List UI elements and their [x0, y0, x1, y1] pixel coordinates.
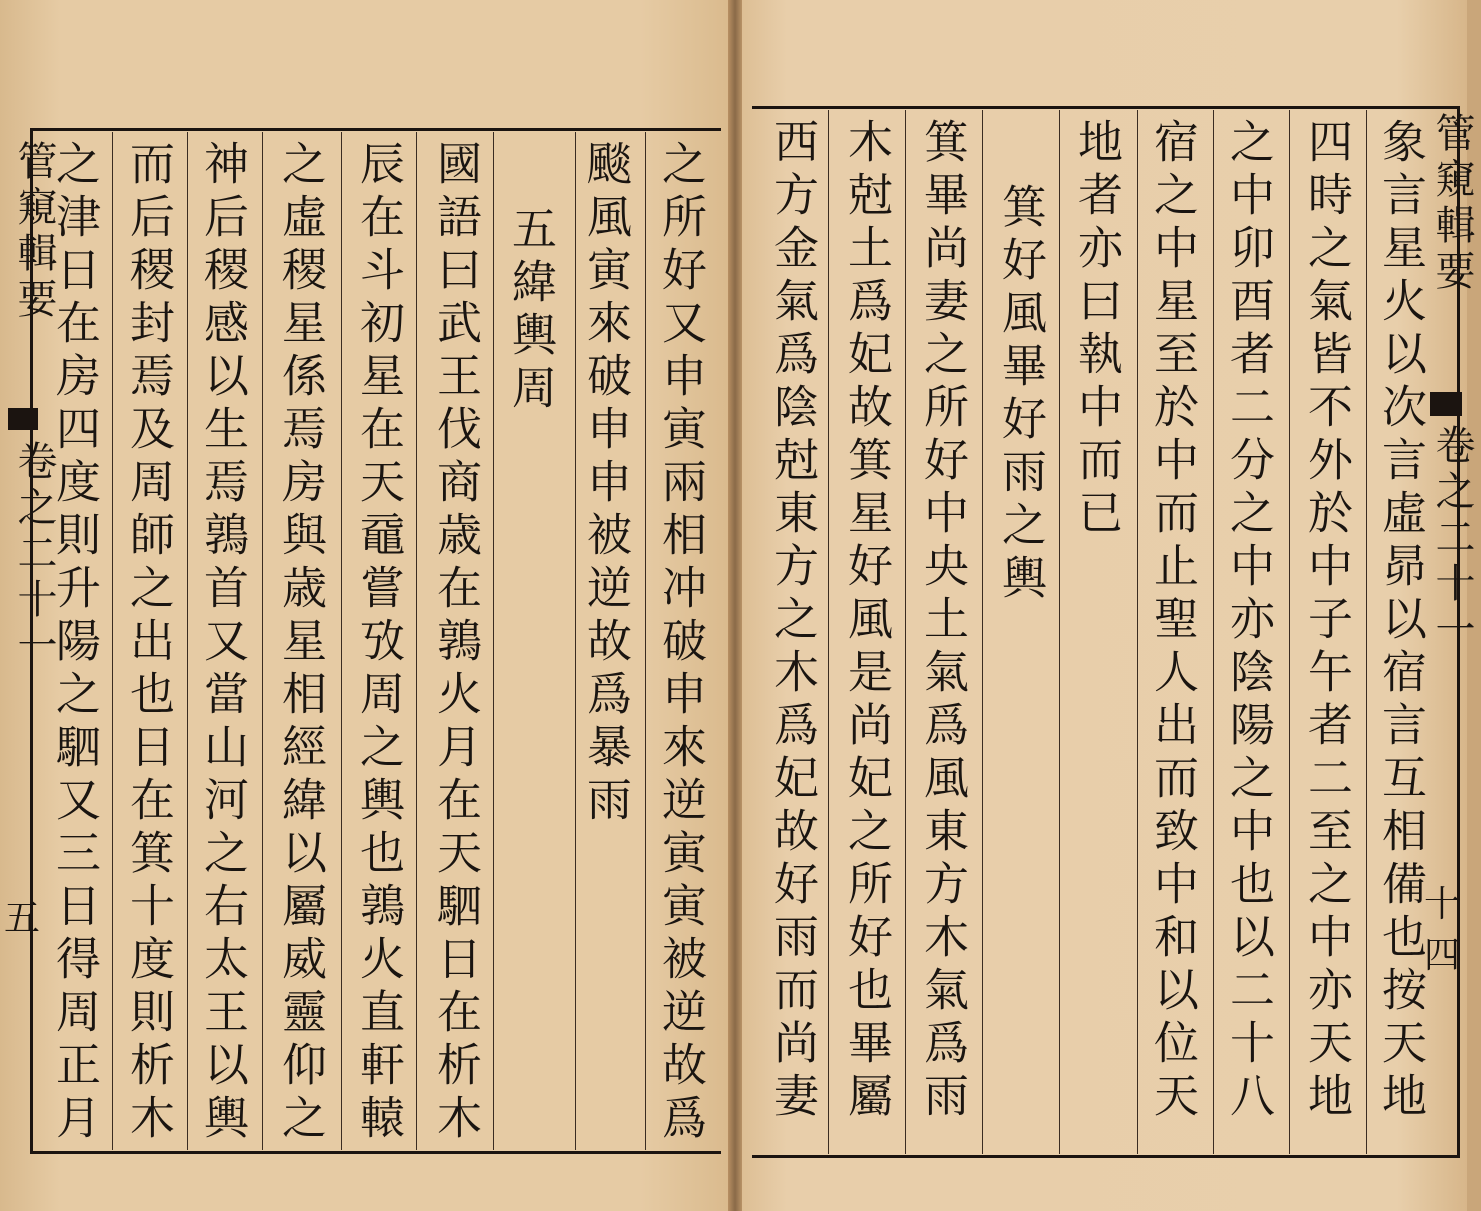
column-rule [982, 110, 983, 1154]
text-column: 神后稷感以生焉鶉首又當山河之右太王以輿 [196, 140, 249, 1147]
column-rule [1137, 110, 1138, 1154]
text-column: 箕畢尚妻之所好中央土氣爲風東方木氣爲雨 [916, 118, 969, 1125]
text-column: 之中卯酉者二分之中亦陰陽之中也以二十八 [1222, 118, 1275, 1125]
text-column: 國語曰武王伐商歳在鶉火月在天駟日在析木 [429, 140, 482, 1147]
right-fishtail-mark [1430, 392, 1462, 416]
text-column: 之虛稷星係焉房與歳星相經緯以屬威靈仰之 [274, 140, 327, 1147]
right-folio: 十四 [1424, 884, 1461, 976]
text-column: 四時之氣皆不外於中子午者二至之中亦天地 [1300, 118, 1353, 1125]
column-rule [1366, 110, 1367, 1154]
section-heading: 五緯輿周 [504, 205, 557, 417]
column-rule [905, 110, 906, 1154]
text-column: 木尅土爲妃故箕星好風是尚妃之所好也畢屬 [840, 118, 893, 1125]
text-column: 宿之中星至於中而止聖人出而致中和以位天 [1146, 118, 1199, 1125]
column-rule [645, 132, 646, 1150]
text-column: 西方金氣爲陰尅東方之木爲妃故好雨而尚妻 [766, 118, 819, 1125]
column-rule [112, 132, 113, 1150]
left-margin-volume: 卷之二十一 [11, 440, 57, 670]
column-rule [1289, 110, 1290, 1154]
column-rule [262, 132, 263, 1150]
right-margin-volume: 卷之二十一 [1429, 424, 1475, 654]
text-column: 之津日在房四度則升陽之駟又三日得周正月 [48, 140, 101, 1147]
left-fishtail-mark [8, 408, 38, 430]
right-margin-title: 管窺輯要 [1429, 112, 1475, 296]
text-column: 之所好又申寅兩相冲破申來逆寅寅被逆故爲 [654, 140, 707, 1147]
column-rule [493, 132, 494, 1150]
text-column: 象言星火以次言虛昴以宿言互相備也按天地 [1374, 118, 1427, 1125]
column-rule [416, 132, 417, 1150]
column-rule [828, 110, 829, 1154]
column-rule [341, 132, 342, 1150]
section-heading: 箕好風畢好雨之輿 [994, 183, 1047, 607]
column-rule [187, 132, 188, 1150]
text-column: 地者亦曰執中而已 [1070, 118, 1123, 542]
left-margin-title: 管窺輯要 [11, 140, 57, 324]
book-gutter [728, 0, 742, 1211]
left-folio: 五 [4, 898, 41, 939]
column-rule [1059, 110, 1060, 1154]
text-column: 颷風寅來破申申被逆故爲暴雨 [579, 140, 632, 829]
text-column: 辰在斗初星在天黿嘗攷周之輿也鶉火直軒轅 [352, 140, 405, 1147]
column-rule [1213, 110, 1214, 1154]
text-column: 而后稷封焉及周師之出也日在箕十度則析木 [122, 140, 175, 1147]
